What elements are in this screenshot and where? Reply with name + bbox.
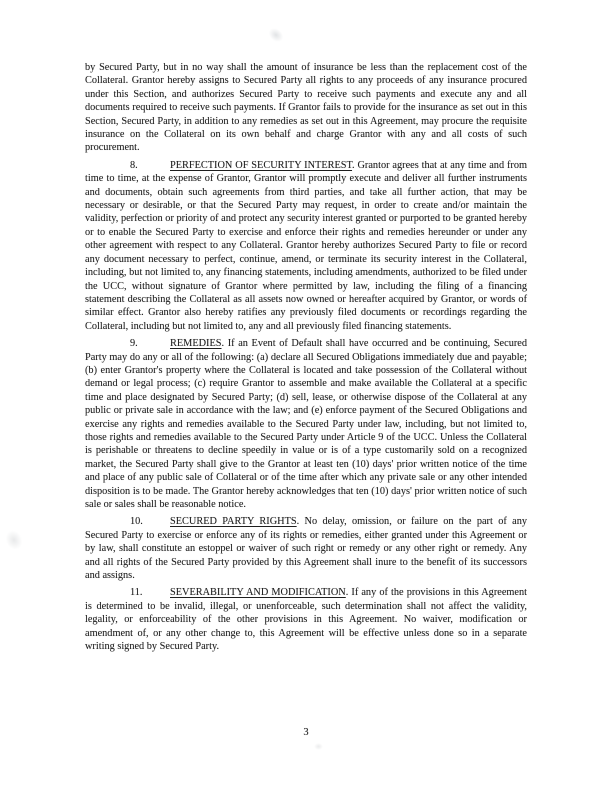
section-9-number: 9. bbox=[130, 338, 138, 350]
section-8-number: 8. bbox=[130, 159, 138, 171]
section-11-heading: SEVERABILITY AND MODIFICATION bbox=[170, 587, 346, 599]
section-8-heading: PERFECTION OF SECURITY INTEREST bbox=[170, 159, 353, 171]
paragraph-insurance-continuation: by Secured Party, but in no way shall the amount of insurance be less than the replacement cost of the Collateral. Grantor hereby assigns to Secured Party all rights to any proceeds of any insurance procured under this Section, and authorizes Secured Party to receive such payments and execute any and all documents required to receive such payments. If Grantor fails to provide for the insurance as set out in this Section, Secured Party, in addition to any remedies as set out in this Agreement, may procure the requisite insurance on the Collateral on its own behalf and charge Grantor with any and all costs of such procurement. bbox=[85, 62, 527, 154]
section-11-body: . If any of the provisions in this Agreement is determined to be invalid, illegal, or unenforceable, such determination shall not affect the validity, legality, or enforceability of the other provisions in this Agreement. No waiver, modification or amendment of, or any other change to, this Agreement will be effective unless done so in a separate writing signed by Secured Party. bbox=[85, 587, 527, 653]
section-11-number: 11. bbox=[130, 587, 143, 599]
scan-artifact-smudge bbox=[314, 743, 323, 750]
section-11-severability-and-modification bbox=[85, 586, 527, 653]
section-8-perfection-of-security-interest bbox=[85, 159, 527, 333]
page-number: 3 bbox=[303, 727, 309, 738]
section-10-number: 10. bbox=[130, 516, 143, 528]
document-text-block bbox=[85, 61, 527, 657]
scan-artifact-smudge bbox=[3, 528, 26, 553]
section-8-body: . Grantor agrees that at any time and from time to time, at the expense of Grantor, Grantor will promptly execute and deliver all further instruments and documents, obtain such agreements from third parties, and take all further action, that may be necessary or desirable, or that the Secured Party may request, in order to create and/or maintain the validity, perfection or priority of and protect any security interest granted or purported to be granted hereby or to enable the Secured Party to exercise and enforce their rights and remedies hereunder or under any other agreement with respect to any Collateral. Grantor hereby authorizes Secured Party to file or record any document necessary to perfect, continue, amend, or terminate its security interest in the Collateral, including, but not limited to, any financing statements, including amendments, authorized to be filed under the UCC, without signature of Grantor where permitted by law, including the filing of a financing statement describing the Collateral as all assets now owned or hereafter acquired by Grantor, or words of similar effect. Grantor also hereby ratifies any previously filed documents or recordings regarding the Collateral, including but not limited to, any and all previously filed financing statements. bbox=[85, 159, 527, 332]
scan-artifact-smudge bbox=[266, 25, 286, 44]
section-10-heading: SECURED PARTY RIGHTS bbox=[170, 516, 297, 528]
section-9-heading: REMEDIES bbox=[170, 338, 222, 350]
section-9-remedies bbox=[85, 337, 527, 511]
section-10-secured-party-rights bbox=[85, 515, 527, 582]
section-9-body: . If an Event of Default shall have occurred and be continuing, Secured Party may do any or all of the following: (a) declare all Secured Obligations immediately due and payable; (b) enter Grantor's property where the Collateral is located and take possession of the Collateral without demand or legal process; (c) require Grantor to assemble and make available the Collateral at a specific time and place designated by Secured Party; (d) sell, lease, or otherwise dispose of the Collateral at any public or private sale in accordance with the law; and (e) enforce payment of the Secured Obligations and exercise any rights and remedies available to the Secured Party under law, including, but not limited to, those rights and remedies available to the Secured Party under Article 9 of the UCC. Unless the Collateral is perishable or threatens to decline speedily in value or is of a type customarily sold on a recognized market, the Secured Party shall give to the Grantor at least ten (10) days' prior written notice of the time and place of any public sale of Collateral or of the time after which any private sale or any other intended disposition is to be made. The Grantor hereby acknowledges that ten (10) days' prior written notice of such sale or sales shall be reasonable notice. bbox=[85, 338, 527, 510]
section-10-body: . No delay, omission, or failure on the part of any Secured Party to exercise or enforce any of its rights or remedies, either granted under this Agreement or by law, shall constitute an estoppel or waiver of such right or remedy or any other right or remedy. Any and all rights of the Secured Party provided by this Agreement shall inure to the benefit of its successors and assigns. bbox=[85, 516, 527, 582]
